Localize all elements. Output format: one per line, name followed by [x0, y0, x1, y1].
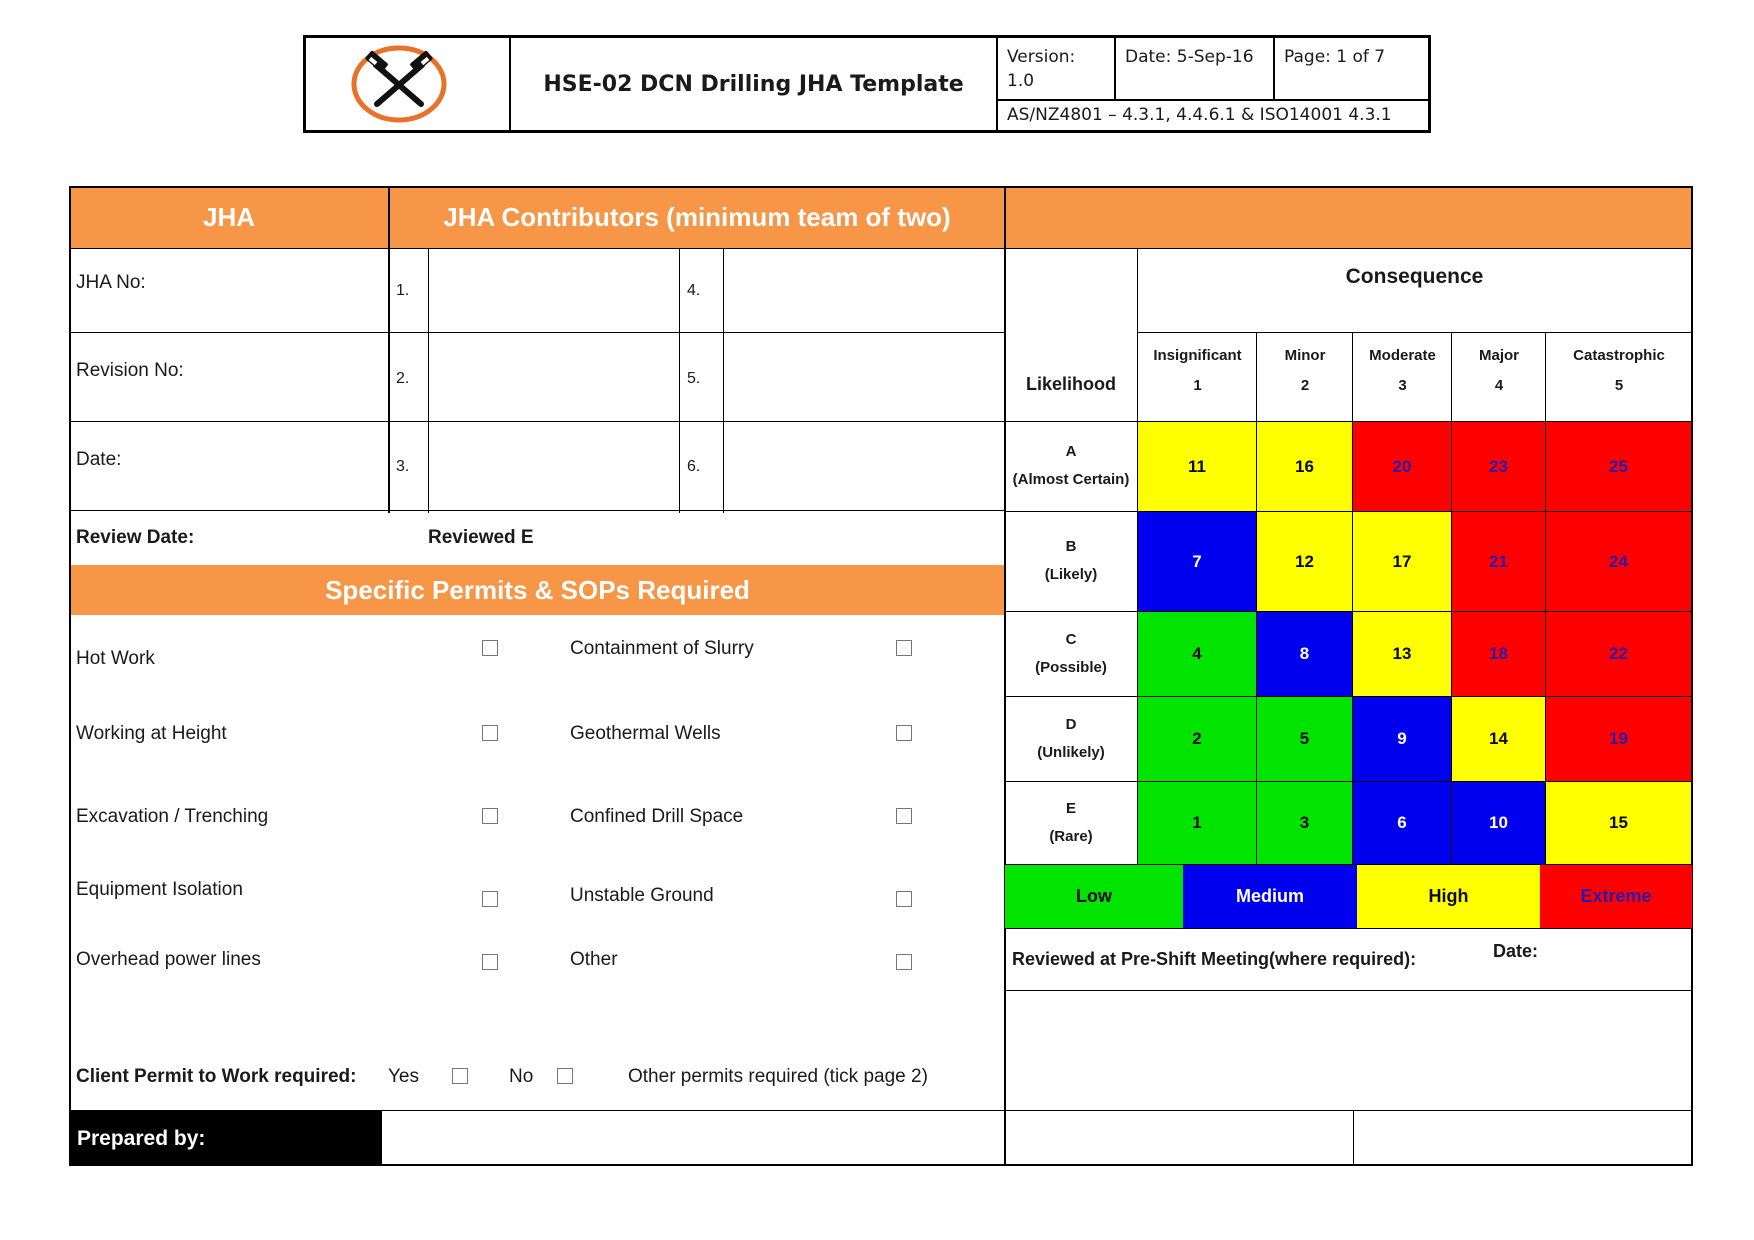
- contributor-num-6: 6.: [687, 458, 701, 475]
- risk-cell: 19: [1546, 697, 1692, 782]
- other-permits-note: Other permits required (tick page 2): [628, 1066, 928, 1087]
- permit-containment-slurry: Containment of Slurry: [570, 638, 754, 659]
- contributors-title: JHA Contributors (minimum team of two): [443, 202, 951, 232]
- consequence-col-name: Minor: [1284, 347, 1326, 364]
- permit-geothermal-wells: Geothermal Wells: [570, 723, 721, 744]
- checkbox-client-permit-no[interactable]: [557, 1068, 573, 1084]
- version-label: Version:: [1007, 47, 1076, 67]
- consequence-col-number: 4: [1494, 377, 1504, 394]
- document-title: HSE-02 DCN Drilling JHA Template: [511, 38, 998, 130]
- likelihood-title: Likelihood: [1026, 374, 1116, 394]
- risk-cell: 15: [1546, 782, 1692, 865]
- consequence-col-number: 3: [1398, 377, 1407, 394]
- legend-bottom-line: [1005, 928, 1692, 929]
- risk-cell: 2: [1138, 697, 1257, 782]
- permit-working-at-height: Working at Height: [76, 723, 227, 744]
- likelihood-desc: (Possible): [1035, 658, 1107, 676]
- row-line-3: [69, 421, 1005, 422]
- contributor-num-3: 3.: [396, 458, 410, 475]
- likelihood-desc: (Almost Certain): [1012, 471, 1130, 488]
- meeting-notes-field[interactable]: [1006, 991, 1691, 1110]
- consequence-col-name: Major: [1478, 347, 1519, 364]
- risk-cell: 22: [1546, 612, 1692, 697]
- risk-cell: 6: [1353, 782, 1452, 865]
- checkbox-excavation[interactable]: [482, 808, 498, 824]
- risk-cell: 13: [1353, 612, 1452, 697]
- consequence-col-name: Moderate: [1369, 347, 1436, 364]
- permit-unstable-ground: Unstable Ground: [570, 885, 714, 906]
- version-value: 1.0: [1007, 71, 1035, 91]
- checkbox-hot-work[interactable]: [482, 640, 498, 656]
- review-date-label: Review Date:: [76, 527, 195, 548]
- standards-cell: AS/NZ4801 – 4.3.1, 4.4.6.1 & ISO14001 4.3.1: [1007, 105, 1392, 125]
- risk-cell: 4: [1138, 612, 1257, 697]
- checkbox-equipment-isolation[interactable]: [482, 891, 498, 907]
- client-permit-label: Client Permit to Work required:: [76, 1066, 357, 1087]
- row-label-divider: [1005, 611, 1138, 612]
- risk-cell: 24: [1546, 512, 1692, 612]
- row-line-1: [69, 248, 1005, 249]
- risk-cell: 9: [1353, 697, 1452, 782]
- legend-medium: Medium: [1183, 865, 1357, 928]
- permit-hot-work: Hot Work: [76, 648, 155, 669]
- legend-low: Low: [1005, 865, 1183, 928]
- risk-cell: 8: [1257, 612, 1353, 697]
- client-permit-no-label: No: [509, 1066, 534, 1087]
- risk-cell: 20: [1353, 422, 1452, 512]
- num-col-divider-3: [723, 248, 724, 513]
- row-label-divider: [1005, 781, 1138, 782]
- likelihood-desc: (Likely): [1044, 566, 1098, 583]
- checkbox-geothermal-wells[interactable]: [896, 725, 912, 741]
- crossed-pipe-wrenches-logo: [306, 38, 511, 130]
- risk-cell: 1: [1138, 782, 1257, 865]
- legend-extreme: Extreme: [1540, 865, 1692, 928]
- jha-section-title: JHA: [202, 202, 255, 232]
- row-label-divider: [1005, 511, 1138, 512]
- contributor-num-5: 5.: [687, 370, 701, 387]
- row-line-2: [69, 332, 1005, 333]
- risk-cell: 21: [1452, 512, 1546, 612]
- contributor-num-1: 1.: [396, 282, 410, 299]
- checkbox-client-permit-yes[interactable]: [452, 1068, 468, 1084]
- permit-other: Other: [570, 949, 618, 970]
- consequence-title: Consequence: [1345, 265, 1484, 288]
- signature-divider: [1353, 1110, 1354, 1165]
- checkbox-containment-slurry[interactable]: [896, 640, 912, 656]
- likelihood-letter: D: [1065, 715, 1077, 733]
- consequence-col-number: 2: [1300, 377, 1310, 394]
- consequence-col-name: Catastrophic: [1573, 347, 1665, 364]
- border-top: [69, 186, 1693, 188]
- permit-excavation: Excavation / Trenching: [76, 806, 269, 827]
- prepared-by-label: Prepared by:: [70, 1111, 382, 1166]
- prepared-by-field[interactable]: [382, 1111, 1004, 1164]
- checkbox-other[interactable]: [896, 954, 912, 970]
- consequence-col-number: 1: [1193, 377, 1202, 394]
- permit-equipment-isolation: Equipment Isolation: [76, 879, 243, 900]
- border-left: [69, 186, 71, 1166]
- version-cell: [998, 38, 1116, 101]
- risk-cell: 12: [1257, 512, 1353, 612]
- jha-col-divider: [388, 186, 390, 513]
- signature-top-line: [1005, 1110, 1692, 1111]
- checkbox-unstable-ground[interactable]: [896, 891, 912, 907]
- risk-cell: 3: [1257, 782, 1353, 865]
- permit-overhead-power: Overhead power lines: [76, 949, 261, 970]
- reviewed-label: Reviewed E: [428, 527, 534, 548]
- likelihood-letter: A: [1065, 443, 1077, 460]
- document-header: [303, 35, 1431, 133]
- jha-no-label: JHA No:: [76, 272, 146, 293]
- reviewed-meeting-label: Reviewed at Pre-Shift Meeting(where required):: [1012, 949, 1417, 969]
- date-field-label: Date:: [76, 449, 122, 470]
- num-col-divider-2: [679, 248, 680, 513]
- permit-confined-drill-space: Confined Drill Space: [570, 806, 744, 827]
- contributor-num-2: 2.: [396, 370, 410, 387]
- risk-cell: 7: [1138, 512, 1257, 612]
- num-col-divider-1: [428, 248, 429, 513]
- checkbox-working-at-height[interactable]: [482, 725, 498, 741]
- matrix-top-line: [1005, 248, 1692, 249]
- risk-cell: 18: [1452, 612, 1546, 697]
- risk-cell: 10: [1452, 782, 1546, 865]
- risk-cell: 11: [1138, 422, 1257, 512]
- client-permit-yes-label: Yes: [388, 1066, 419, 1087]
- permits-title: Specific Permits & SOPs Required: [325, 574, 750, 605]
- likelihood-letter: E: [1065, 799, 1076, 817]
- risk-cell: 16: [1257, 422, 1353, 512]
- row-line-4: [69, 510, 1005, 511]
- checkbox-overhead-power[interactable]: [482, 954, 498, 970]
- risk-cell: 23: [1452, 422, 1546, 512]
- risk-cell: 25: [1546, 422, 1692, 512]
- row-label-divider: [1005, 696, 1138, 697]
- likelihood-letter: C: [1065, 630, 1077, 648]
- likelihood-desc: (Unlikely): [1037, 743, 1105, 761]
- date-cell: Date: 5-Sep-16: [1116, 38, 1275, 101]
- likelihood-letter: B: [1065, 538, 1077, 555]
- page-cell: Page: 1 of 7: [1275, 38, 1428, 101]
- risk-cell: 14: [1452, 697, 1546, 782]
- checkbox-confined-drill-space[interactable]: [896, 808, 912, 824]
- legend-high: High: [1357, 865, 1540, 928]
- logo-cell: [306, 38, 511, 130]
- risk-cell: 5: [1257, 697, 1353, 782]
- consequence-line: [1137, 332, 1692, 333]
- meeting-date-label: Date:: [1493, 941, 1539, 961]
- contributor-num-4: 4.: [687, 282, 701, 299]
- consequence-col-name: Insignificant: [1153, 347, 1242, 364]
- consequence-col-number: 5: [1614, 377, 1624, 394]
- revision-no-label: Revision No:: [76, 360, 184, 381]
- risk-cell: 17: [1353, 512, 1452, 612]
- likelihood-desc: (Rare): [1049, 827, 1093, 845]
